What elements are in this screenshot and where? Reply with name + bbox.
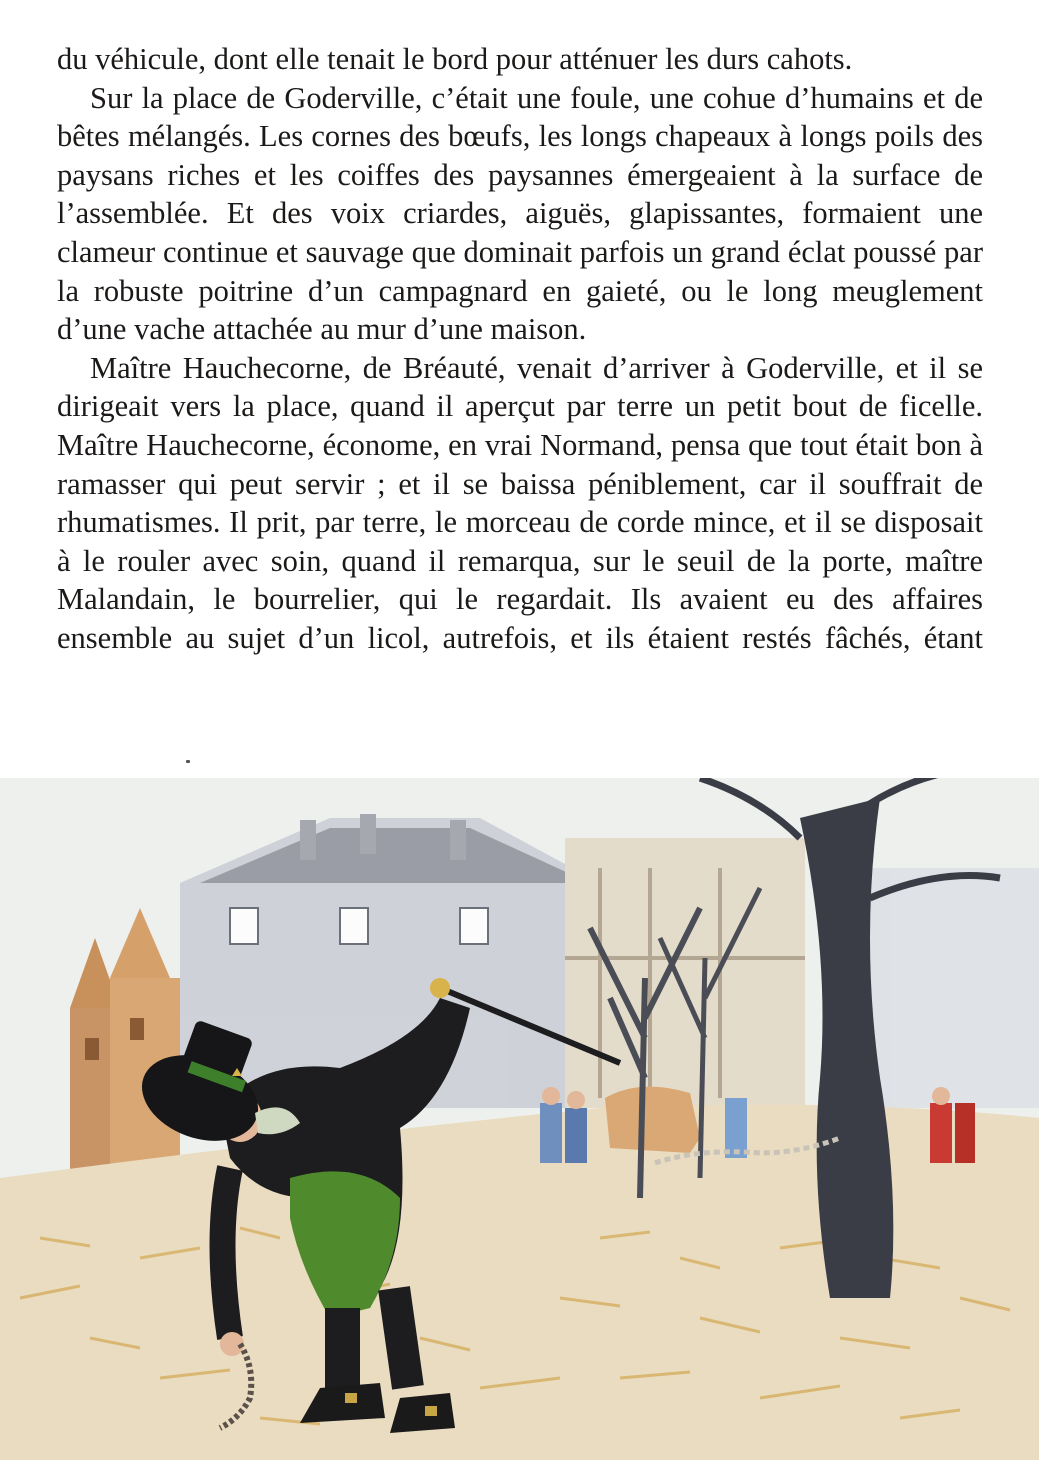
peasant-picking-up-string-illustration <box>0 778 1039 1460</box>
body-text <box>57 40 983 658</box>
paragraph-maitre-hauchecorne: Maître Hauchecorne, de Bréauté, venait d’arriver à Goderville, et il se dirigeait vers la place, quand il aperçut par terre un petit bout de ficelle. Maître Hauchecorne, économe, en vrai Normand, pensa que tout était bon à ramasser qui peut servir ; et il se baissa péniblement, car il souffrait de rhumatismes. Il prit, par terre, le morceau de corde mince, et il se disposait à le rouler avec soin, quand il remarqua, sur le seuil de la porte, maître Malandain, le bourrelier, qui le regardait. Ils avaient eu des affaires ensemble au sujet d’un licol, autrefois, et ils étaient restés fâchés, étant <box>57 350 983 655</box>
print-speck <box>186 760 190 763</box>
illustration <box>0 778 1039 1460</box>
paragraph-continuation: du véhicule, dont elle tenait le bord pour atténuer les durs cahots. <box>57 42 853 76</box>
paragraph-goderville-square: Sur la place de Goderville, c’était une foule, une cohue d’humains et de bêtes mélangés. Les cornes des bœufs, les longs chapeaux à longs poils des paysans riches et les coiffes des paysannes émergeaient à la surface de l’assemblée. Et des voix criardes, aiguës, glapissantes, formaient une clameur continue et sauvage que dominait parfois un grand éclat poussé par la robuste poitrine d’un campagnard en gaieté, ou le long meuglement d’une vache attachée au mur d’une maison. <box>57 80 983 347</box>
